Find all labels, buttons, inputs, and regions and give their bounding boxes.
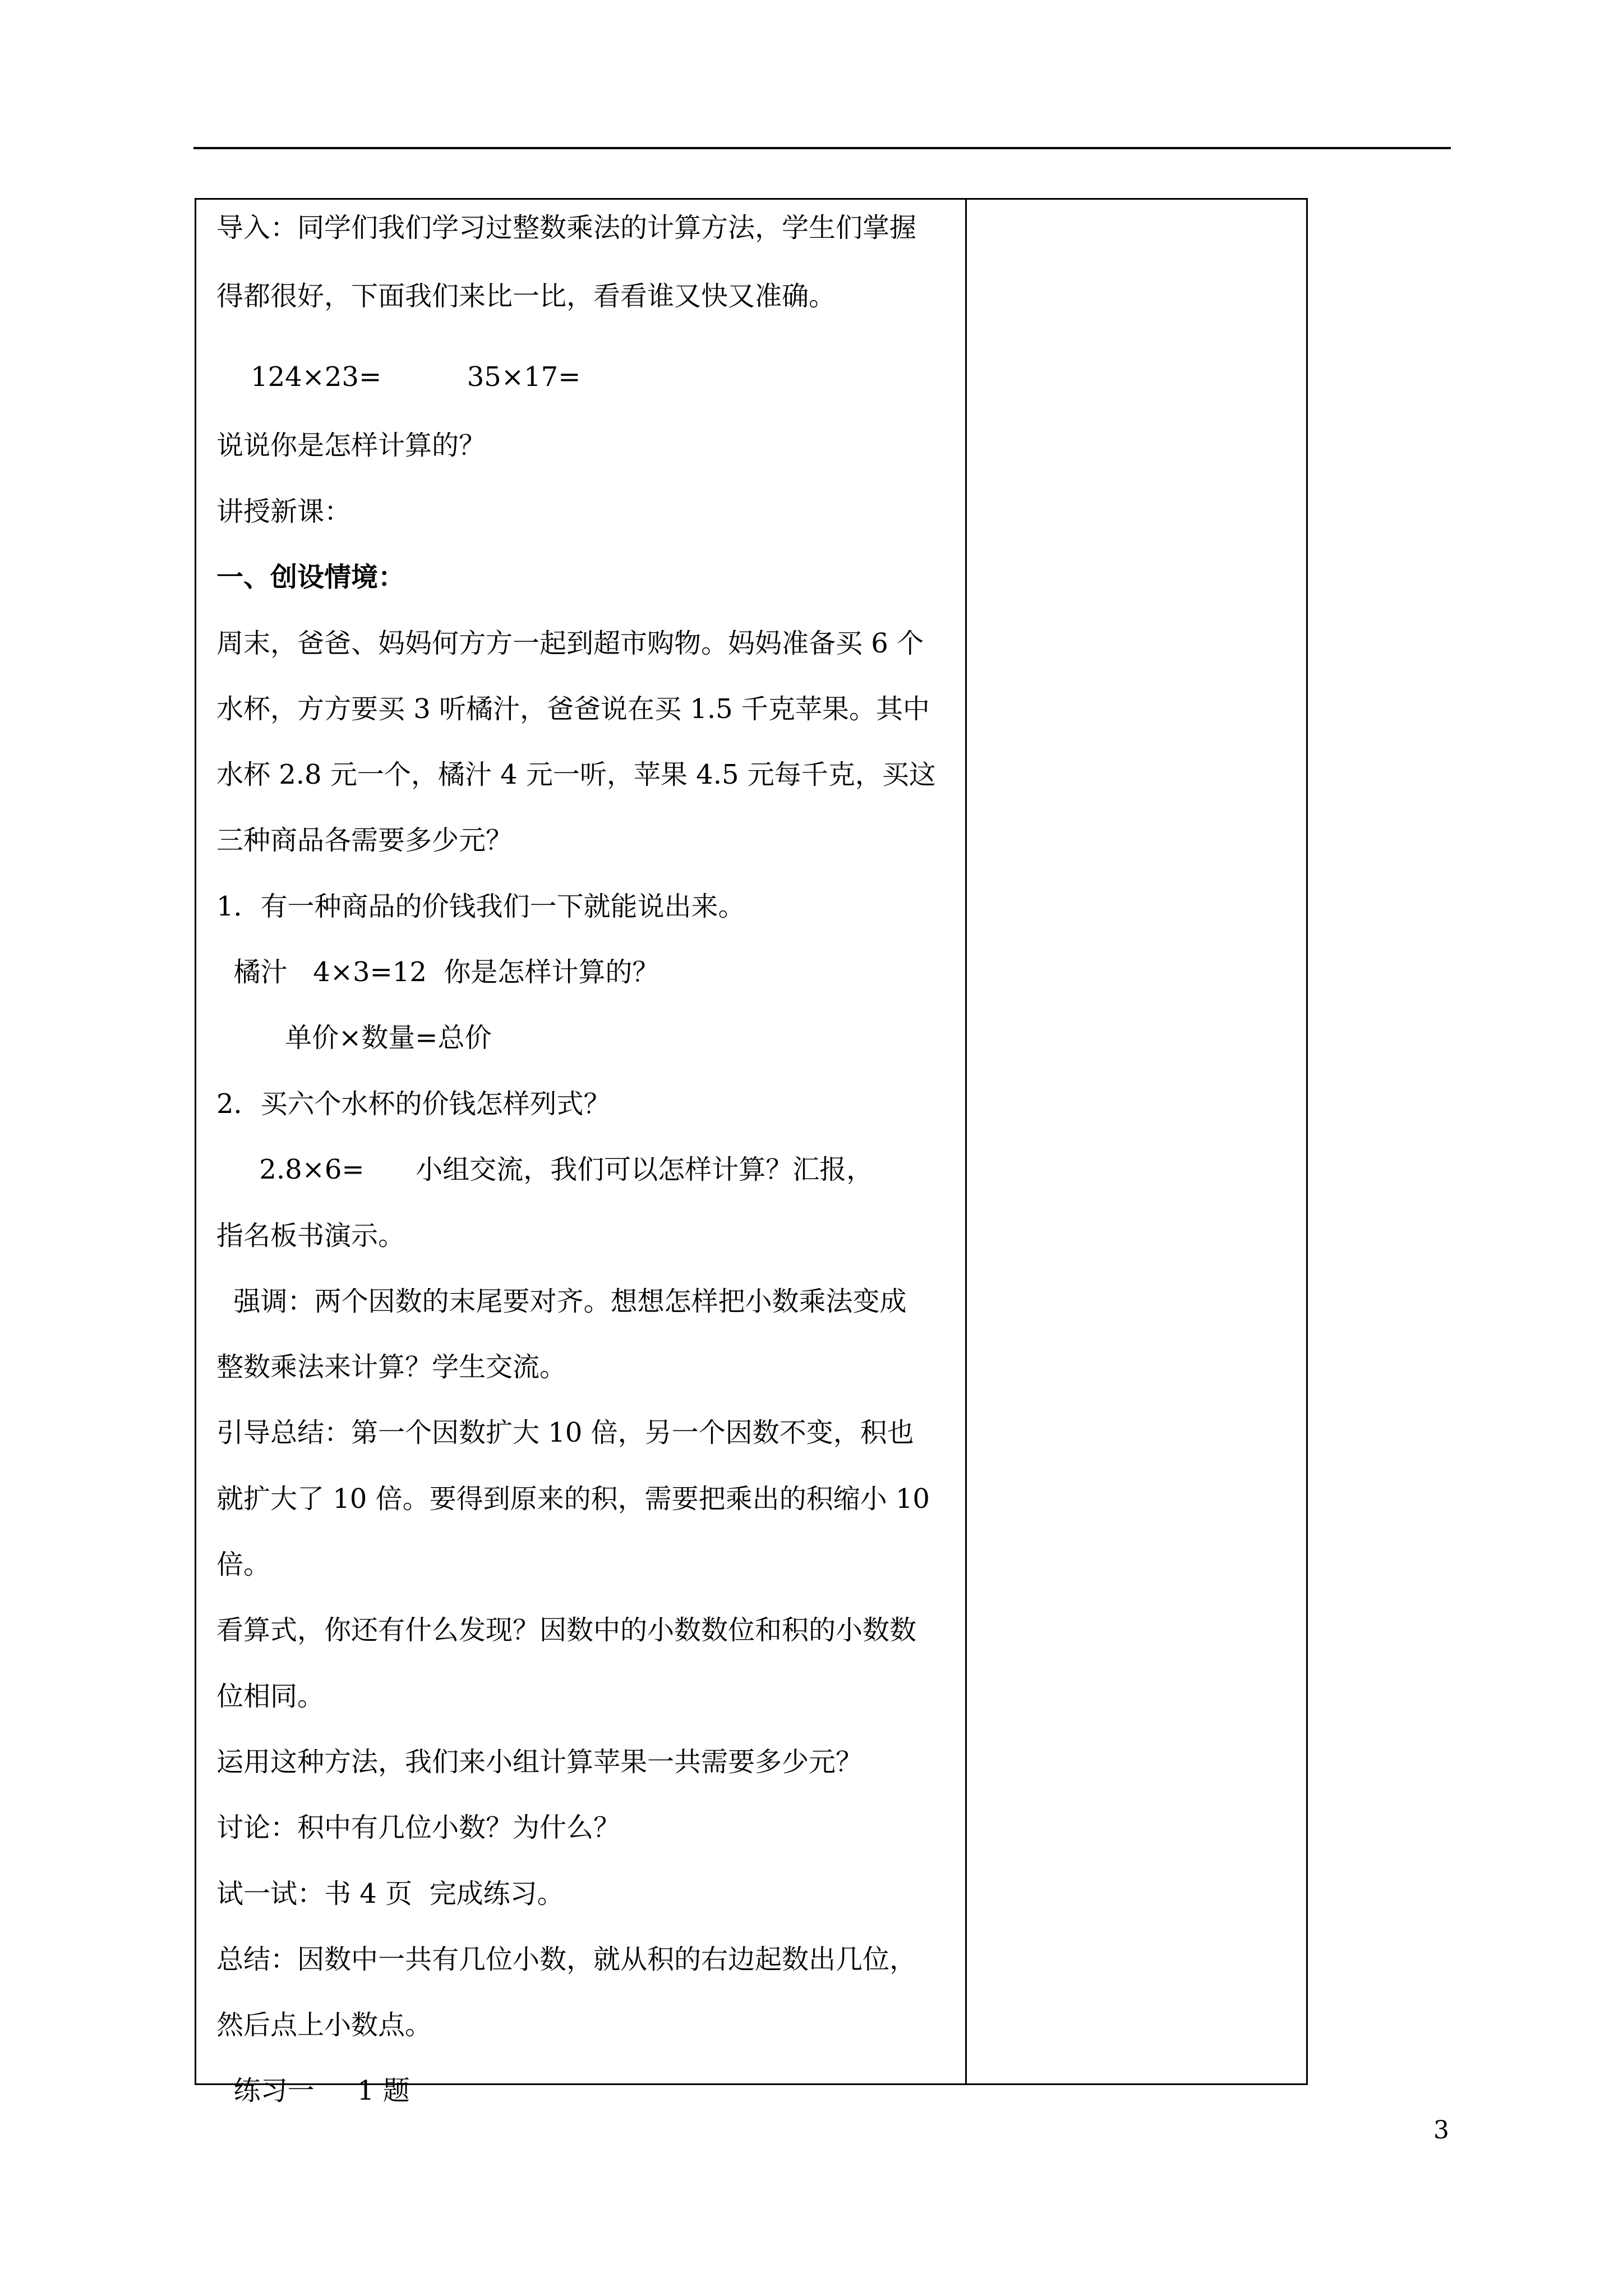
notes-cell — [967, 200, 1306, 2083]
lesson-line: 讲授新课： — [216, 496, 352, 527]
lesson-line: 124×23= 35×17= — [216, 361, 581, 393]
lesson-line: 运用这种方法，我们来小组计算苹果一共需要多少元？ — [216, 1746, 863, 1778]
lesson-line: 1．有一种商品的价钱我们一下就能说出来。 — [216, 891, 745, 922]
lesson-line: 指名板书演示。 — [216, 1220, 405, 1251]
lesson-line: 三种商品各需要多少元？ — [216, 825, 513, 856]
lesson-line: 整数乘法来计算？学生交流。 — [216, 1351, 567, 1383]
lesson-line: 周末，爸爸、妈妈何方方一起到超市购物。妈妈准备买 6 个 — [216, 628, 924, 659]
lesson-content-cell — [196, 200, 965, 2106]
lesson-line: 练习一 1 题 — [216, 2075, 410, 2106]
lesson-line: 就扩大了 10 倍。要得到原来的积，需要把乘出的积缩小 10 — [216, 1483, 930, 1515]
lesson-line: 强调：两个因数的末尾要对齐。想想怎样把小数乘法变成 — [216, 1286, 907, 1317]
lesson-line: 总结：因数中一共有几位小数，就从积的右边起数出几位， — [216, 1944, 917, 1975]
lesson-line: 水杯 2.8 元一个，橘汁 4 元一听，苹果 4.5 元每千克，买这 — [216, 759, 936, 790]
section-heading: 一、创设情境： — [216, 562, 405, 593]
lesson-table — [195, 198, 1308, 2106]
lesson-line: 单价×数量=总价 — [216, 1022, 492, 1053]
lesson-line: 引导总结：第一个因数扩大 10 倍，另一个因数不变，积也 — [216, 1417, 914, 1448]
lesson-line: 看算式，你还有什么发现？因数中的小数数位和积的小数数 — [216, 1614, 917, 1646]
lesson-line: 2．买六个水杯的价钱怎样列式？ — [216, 1088, 611, 1120]
lesson-line: 试一试：书 4 页 完成练习。 — [216, 1878, 564, 1910]
header-rule — [193, 147, 1451, 149]
lesson-line: 导入：同学们我们学习过整数乘法的计算方法，学生们掌握 — [216, 212, 917, 243]
lesson-line: 然后点上小数点。 — [216, 2009, 432, 2041]
lesson-line: 讨论：积中有几位小数？为什么？ — [216, 1812, 621, 1843]
lesson-line: 得都很好，下面我们来比一比，看看谁又快又准确。 — [216, 280, 836, 312]
lesson-line: 水杯，方方要买 3 听橘汁，爸爸说在买 1.5 千克苹果。其中 — [216, 693, 930, 725]
lesson-line: 位相同。 — [216, 1681, 325, 1712]
lesson-line: 倍。 — [216, 1549, 271, 1580]
lesson-line: 橘汁 4×3=12 你是怎样计算的？ — [216, 956, 660, 988]
lesson-line: 说说你是怎样计算的？ — [216, 430, 486, 461]
page-number: 3 — [1433, 2116, 1449, 2145]
lesson-line: 2.8×6= 小组交流，我们可以怎样计算？汇报， — [216, 1154, 874, 1185]
